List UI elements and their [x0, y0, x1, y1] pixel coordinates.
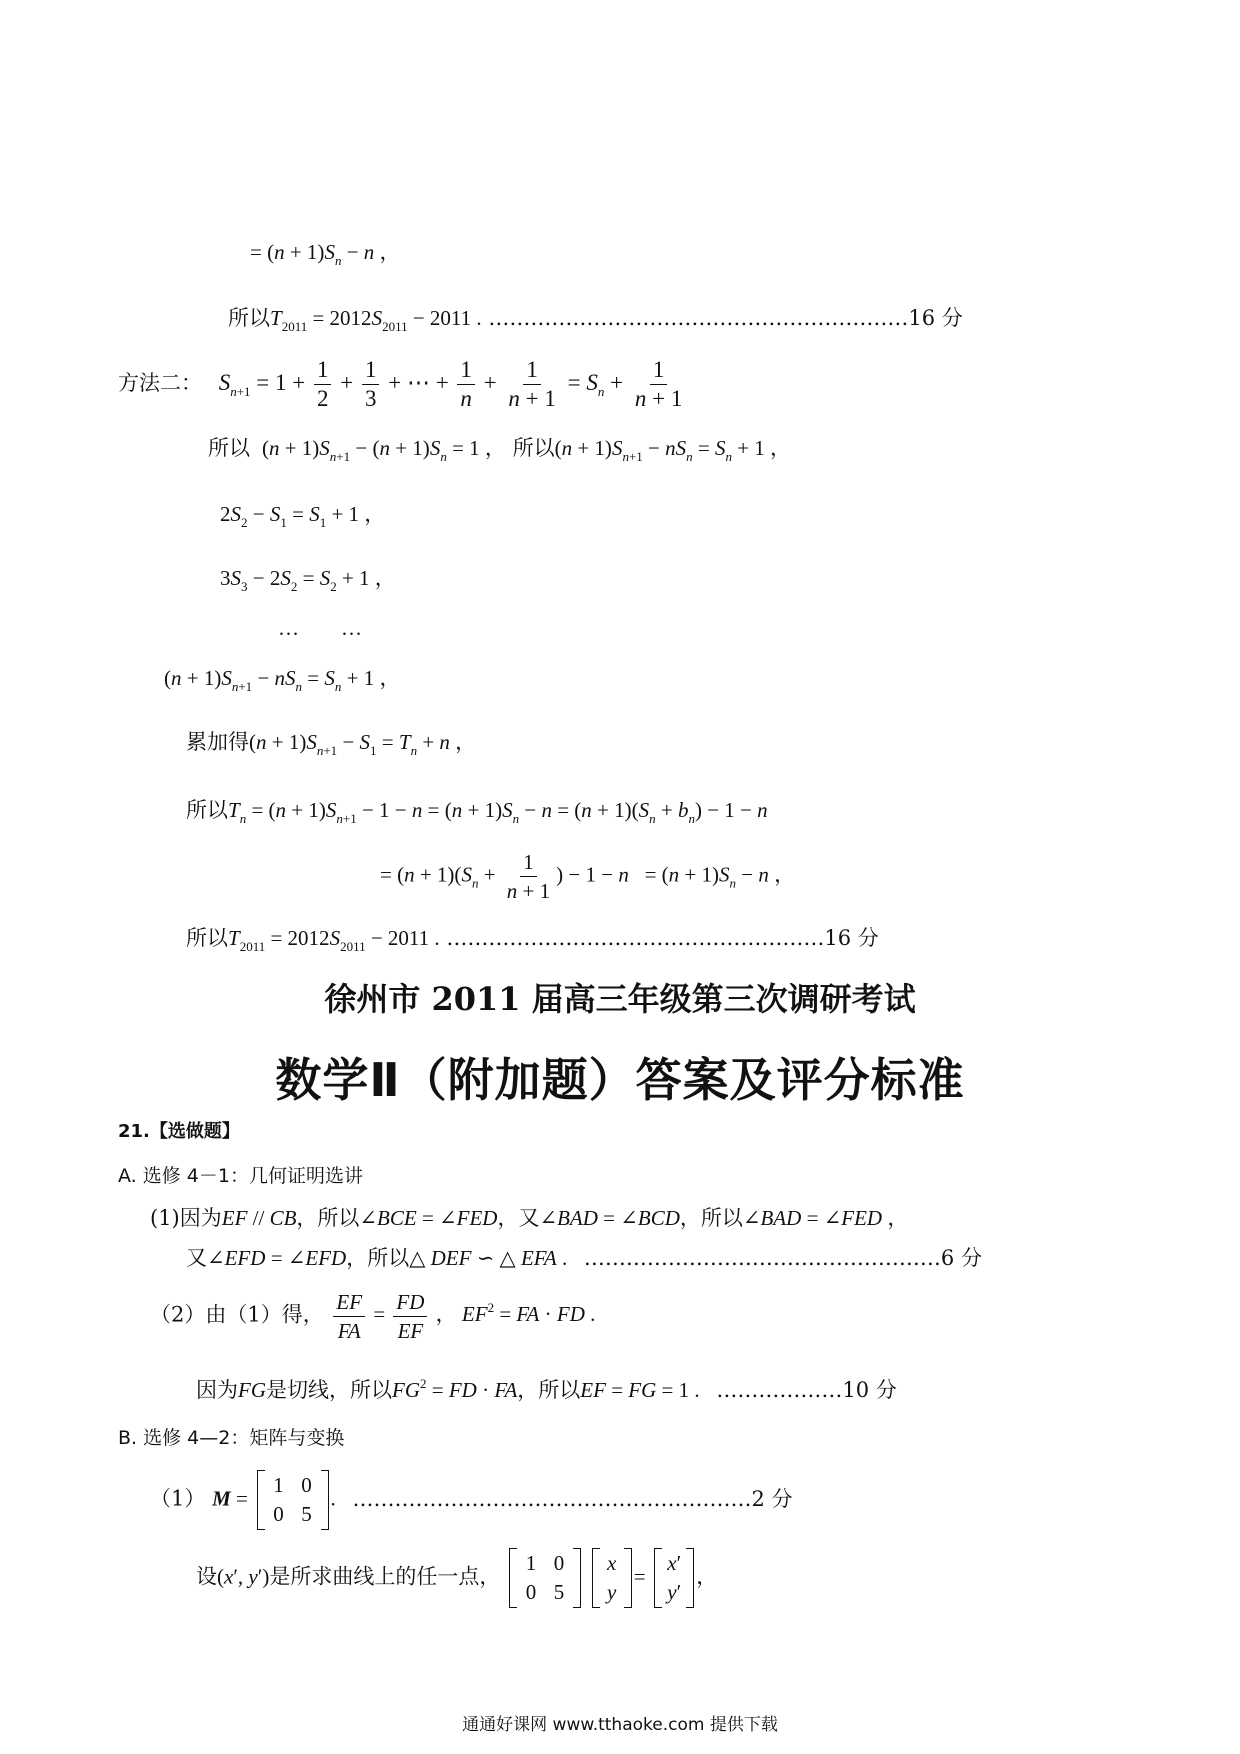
A1-prefix: (1)因为	[150, 1206, 222, 1230]
A1-mid3: ，所以	[679, 1206, 743, 1230]
label-suoyi: 所以	[512, 436, 555, 460]
q21-B1-line2: 设(x′, y′)是所求曲线上的任一点， 1 0 0 5 x y = x′ y′ ，	[196, 1548, 717, 1608]
A2-l2-a: 是切线，所以	[266, 1378, 392, 1402]
formula-line-2: 所以$T_{2011} = 2012S_{2011} - 2011$ . ……………………………………………………16 分	[228, 306, 963, 334]
formula-line-1: = $(n + 1)S_n - n$ ，	[250, 240, 401, 268]
score-16b: ………………………………………………16 分	[446, 926, 879, 950]
score-10: ………………10 分	[716, 1378, 897, 1402]
q21-A1-line1: (1)因为EF // CB，所以∠BCE = ∠FED，又∠BAD = ∠BCD，所以∠BAD = ∠FED ，	[150, 1206, 909, 1230]
vector-xy: x y	[592, 1548, 632, 1608]
q21-A2-line2: 因为FG是切线，所以$FG^2$ = FD · FA，所以EF = FG = 1 . ………………10 分	[196, 1376, 897, 1402]
formula-line-10: 所以$T_{2011} = 2012S_{2011} - 2011$ . ………………………………………………16 分	[186, 926, 879, 954]
label-suoyi: 所以	[228, 306, 270, 330]
A1-mid1: ，所以	[296, 1206, 360, 1230]
q21-A2-line1: （2）由（1）得， $\frac{EF}{FA}$ = $\frac{FD}{EF}$ ， $EF^2$ = FA · FD .	[150, 1290, 596, 1343]
matrix-M: 1 0 0 5	[257, 1470, 329, 1530]
matrix-transform: 1 0 0 5	[509, 1548, 581, 1608]
ellipsis-line	[278, 614, 362, 642]
method-two-line: 方法二： $S_{n+1} = 1$ + $\frac{1}{2}$ + $\frac{1}{3}$ + ⋯ + $\frac{1}{n}$ + $\frac{1}{n + 1}$ = $S_n$ + $\frac{1}{n + 1}$	[118, 357, 683, 411]
score-2: …………………………………………………2 分	[352, 1486, 793, 1511]
formula-line-7: 累加得$(n + 1)S_{n+1} - S_1 = T_n + n$ ，	[186, 730, 477, 758]
formula-line-6: $(n + 1)S_{n+1} - nS_n = S_n + 1$ ，	[164, 666, 401, 694]
A2-prefix: （2）由（1）得，	[150, 1302, 324, 1327]
formula-line-3: 所以 $(n + 1)S_{n+1} - (n + 1)S_n = 1$ ， 所以$(n + 1)S_{n+1} - nS_n = S_n + 1$ ，	[208, 436, 792, 464]
formula-line-4: $2S_2 - S_1 = S_1 + 1$ ，	[220, 502, 386, 530]
score-6: ……………………………………………6 分	[583, 1246, 982, 1270]
q21-heading: 21.【选做题】	[118, 1121, 240, 1142]
exam-title: 徐州市 2011 届高三年级第三次调研考试	[324, 980, 916, 1018]
A1-l2-prefix: 又	[186, 1246, 207, 1270]
B1-prefix: （1）	[150, 1486, 206, 1511]
A1-mid2: ，又	[497, 1206, 540, 1230]
footer-text: 通通好课网 www.tthaoke.com 提供下载	[462, 1715, 778, 1735]
A1-l2-mid: ，所以	[346, 1246, 410, 1270]
B1-l2-prefix: 设	[196, 1564, 217, 1589]
ellipsis-text: … …	[278, 616, 362, 640]
A2-l2-b: ，所以	[517, 1378, 581, 1402]
formula-line-8: 所以$T_n = (n + 1)S_{n+1} - 1 - n = (n + 1)S_n - n = (n + 1)(S_n + b_n) - 1 - n$	[186, 798, 768, 826]
q21-A-label: A. 选修 4－1：几何证明选讲	[118, 1165, 363, 1187]
label-suoyi: 所以	[208, 436, 250, 460]
label-method-two: 方法二：	[118, 370, 202, 395]
q21-B1-line1: （1） M = 1 0 0 5 . …………………………………………………2 分	[150, 1470, 793, 1530]
B1-l2-mid: 是所求曲线上的任一点，	[269, 1564, 501, 1589]
label-suoyi: 所以	[186, 926, 228, 950]
q21-A1-line2: 又∠EFD = ∠EFD，所以△ DEF ∽ △ EFA . ……………………………………………6 分	[186, 1246, 982, 1270]
vector-xy-prime: x′ y′	[654, 1548, 694, 1608]
A2-l2-prefix: 因为	[196, 1378, 238, 1402]
exam-subtitle: 数学Ⅱ（附加题）答案及评分标准	[275, 1053, 965, 1107]
formula-line-5: $3S_3 - 2S_2 = S_2 + 1$ ，	[220, 566, 396, 594]
score-16: ……………………………………………………16 分	[488, 306, 963, 330]
q21-B-label: B. 选修 4—2：矩阵与变换	[118, 1427, 345, 1449]
label-leijia: 累加得	[186, 730, 249, 754]
label-suoyi: 所以	[186, 798, 228, 822]
formula-line-9: = $(n + 1)(S_n$ + $\frac{1}{n + 1}$ ) − $1 - n = (n + 1)S_n - n$ ，	[380, 850, 796, 903]
